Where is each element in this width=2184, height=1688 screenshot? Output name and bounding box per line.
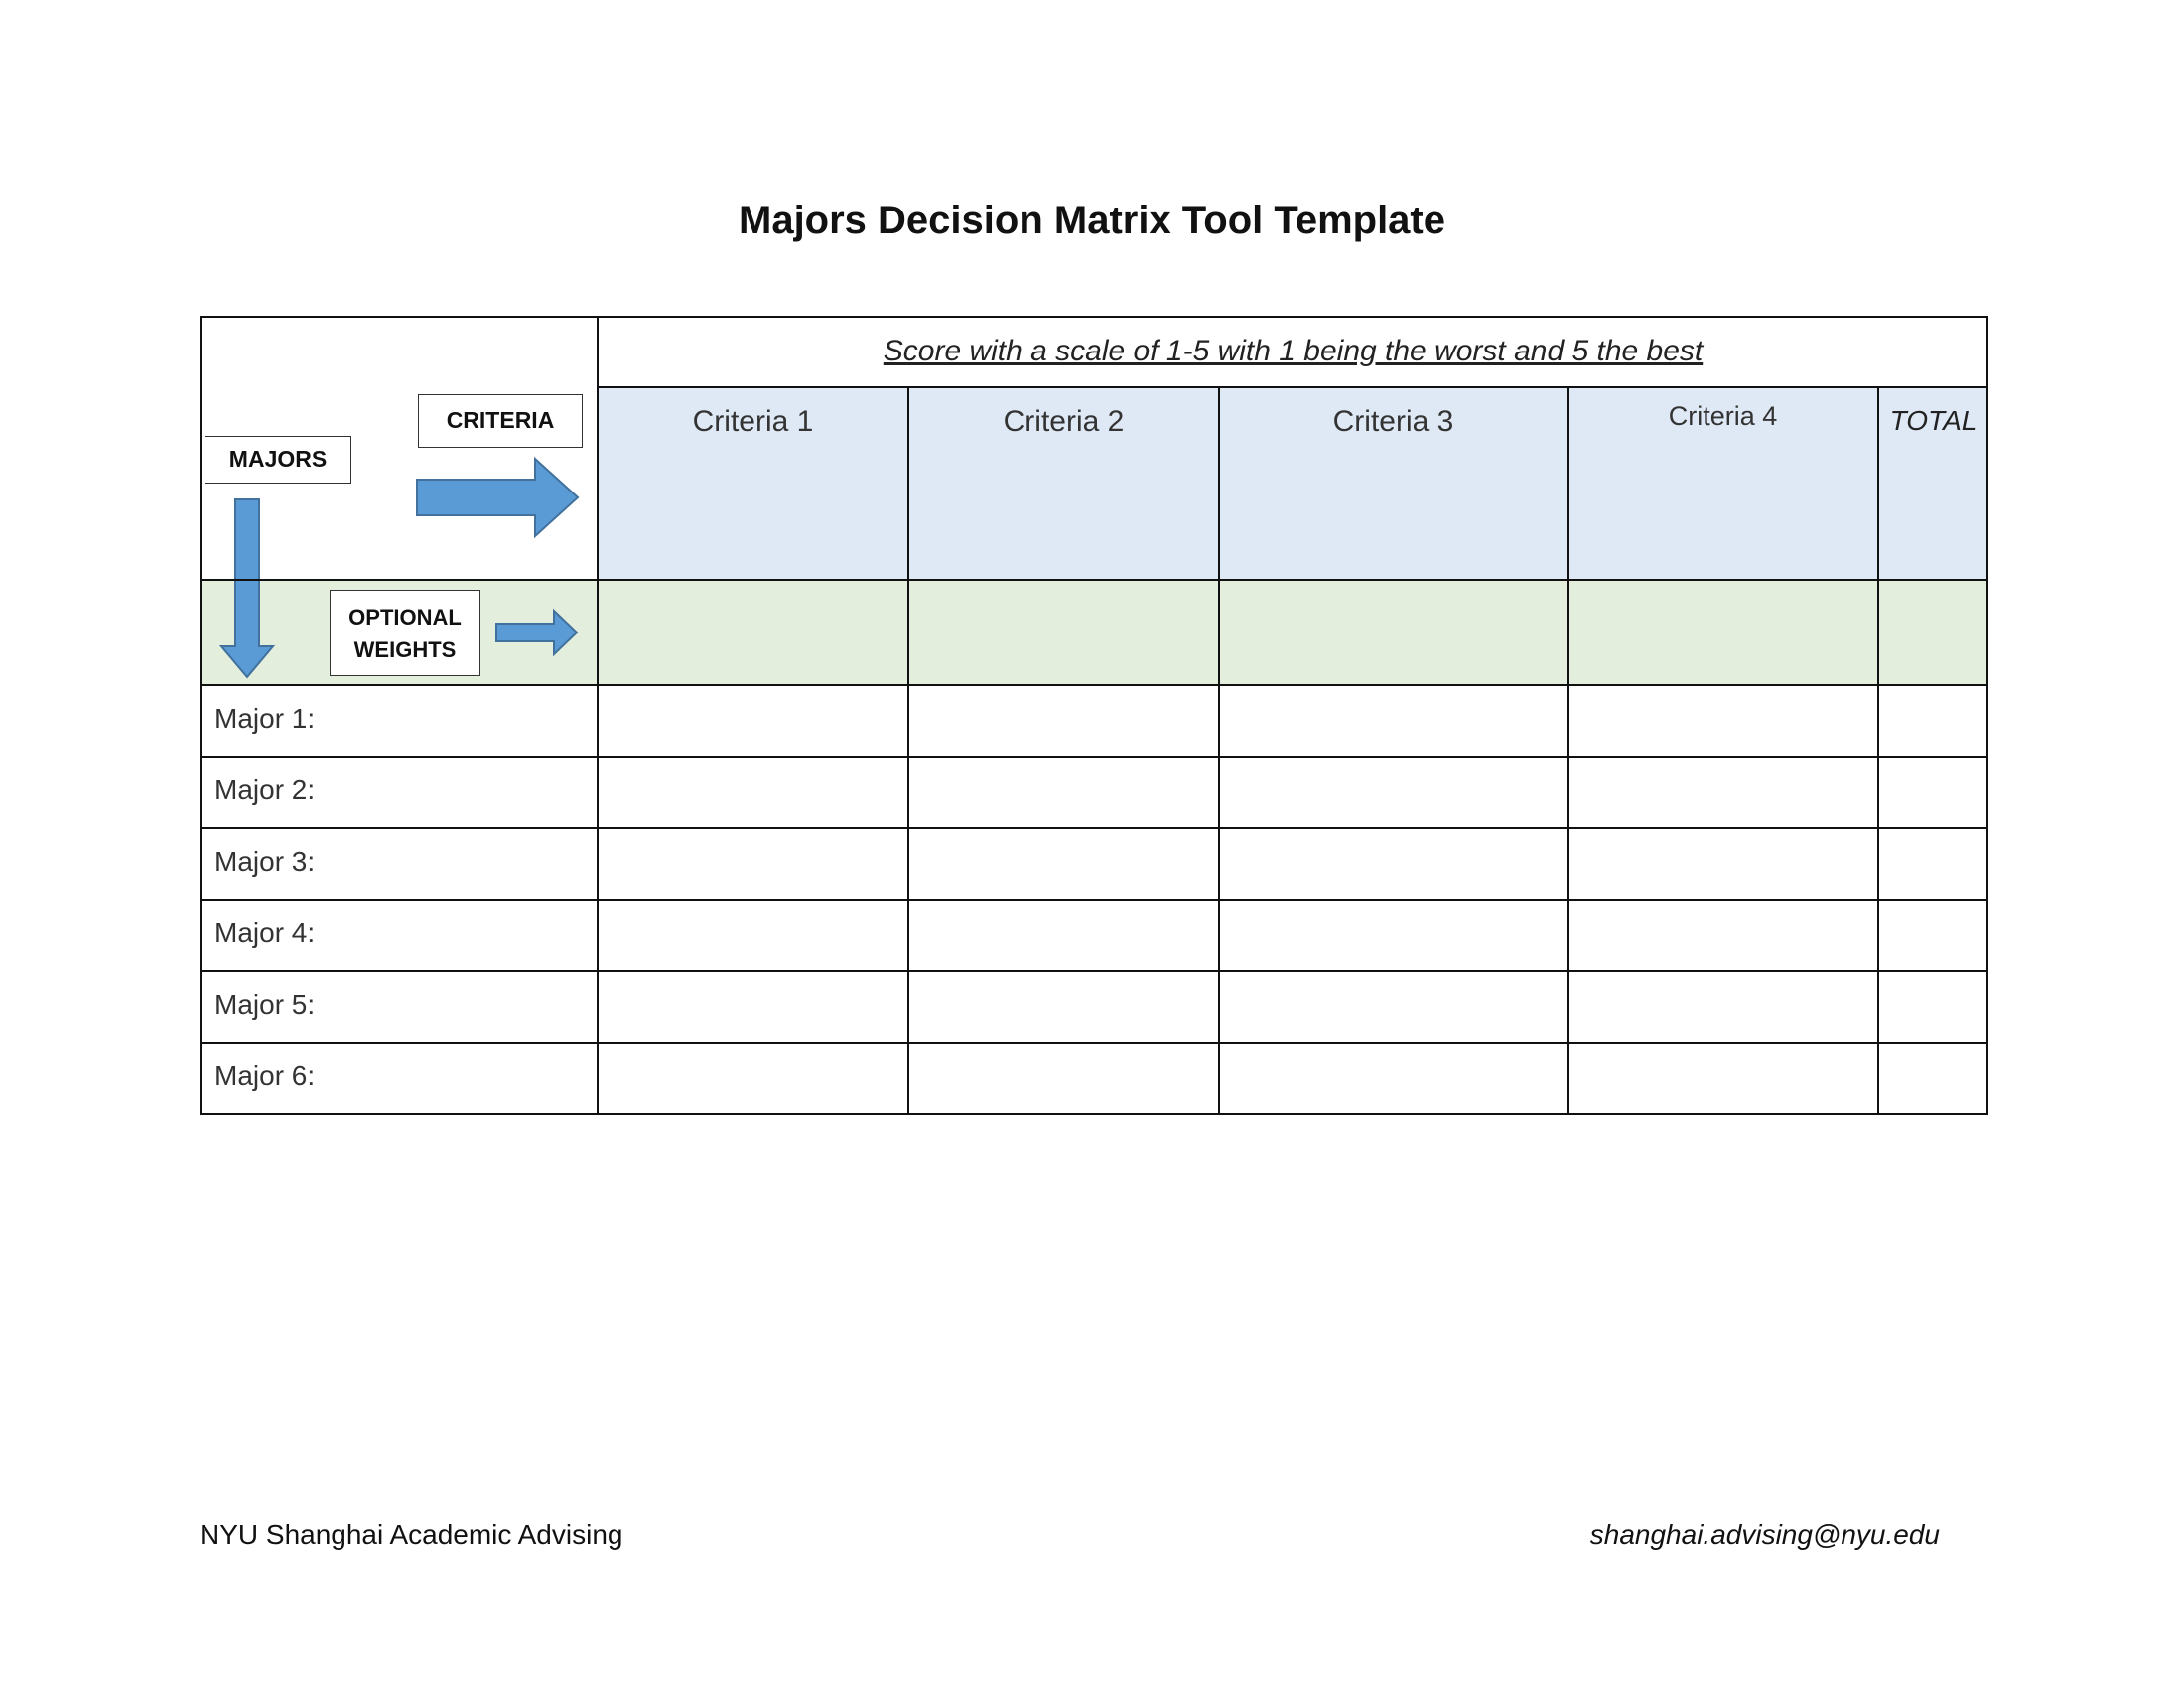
criteria-4-header: Criteria 4 bbox=[1668, 401, 1778, 431]
grid-line bbox=[1986, 316, 1988, 1115]
grid-line bbox=[598, 386, 1988, 388]
majors-down-arrow-icon bbox=[218, 498, 276, 679]
grid-line bbox=[200, 827, 1988, 829]
criteria-box: CRITERIA bbox=[418, 394, 583, 448]
criteria-right-arrow-icon bbox=[416, 458, 581, 537]
decision-matrix-table bbox=[200, 316, 1988, 1116]
grid-line bbox=[200, 970, 1988, 972]
grid-line bbox=[1567, 386, 1569, 1115]
grid-line bbox=[200, 1042, 1988, 1044]
grid-line bbox=[200, 1113, 1988, 1115]
weights-box-line1: OPTIONAL bbox=[348, 605, 462, 630]
optional-weights-box bbox=[330, 590, 480, 676]
majors-box: MAJORS bbox=[205, 436, 351, 484]
criteria-1-header: Criteria 1 bbox=[692, 405, 814, 438]
page-title: Majors Decision Matrix Tool Template bbox=[739, 199, 1445, 242]
major-3-label: Major 3: bbox=[214, 846, 316, 877]
grid-line bbox=[1218, 386, 1220, 1115]
major-5-label: Major 5: bbox=[214, 989, 316, 1020]
major-4-label: Major 4: bbox=[214, 917, 316, 948]
grid-line bbox=[200, 899, 1988, 901]
major-6-label: Major 6: bbox=[214, 1060, 316, 1091]
scale-note: Score with a scale of 1-5 with 1 being the worst and 5 the best bbox=[883, 335, 1704, 367]
footer-email: shanghai.advising@nyu.edu bbox=[1589, 1519, 1940, 1550]
grid-line bbox=[200, 756, 1988, 758]
grid-line bbox=[597, 316, 599, 1115]
criteria-3-header: Criteria 3 bbox=[1332, 405, 1454, 438]
weights-box-line2: WEIGHTS bbox=[353, 637, 457, 662]
major-1-label: Major 1: bbox=[214, 703, 316, 734]
weights-right-arrow-icon bbox=[495, 610, 579, 655]
major-2-label: Major 2: bbox=[214, 774, 316, 805]
grid-line bbox=[1877, 386, 1879, 1115]
footer-organization: NYU Shanghai Academic Advising bbox=[200, 1519, 623, 1550]
criteria-2-header: Criteria 2 bbox=[1003, 405, 1125, 438]
grid-line bbox=[200, 579, 1988, 581]
total-header: TOTAL bbox=[1889, 405, 1978, 436]
grid-line bbox=[200, 316, 202, 1115]
grid-line bbox=[200, 316, 1988, 318]
grid-line bbox=[200, 684, 1988, 686]
grid-line bbox=[907, 386, 909, 1115]
